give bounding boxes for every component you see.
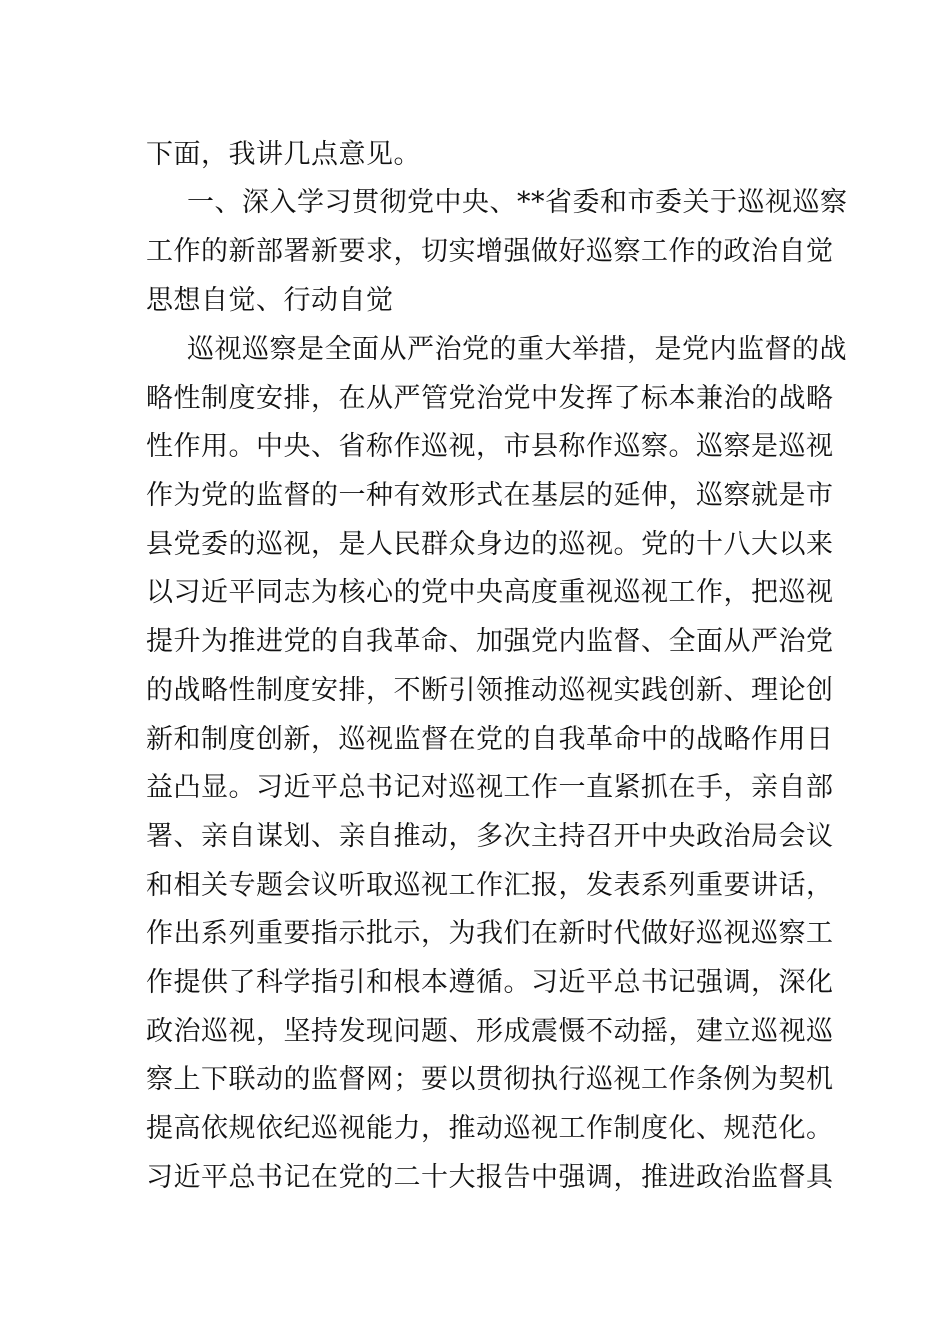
section-heading-line-1: 一、深入学习贯彻党中央、**省委和市委关于巡视巡察 <box>187 187 848 218</box>
paragraph-line-7: 提升为推进党的自我革命、加强党内监督、全面从严治党 <box>146 626 834 657</box>
paragraph-line-5: 县党委的巡视，是人民群众身边的巡视。党的十八大以来 <box>146 529 834 560</box>
paragraph-line-1: 巡视巡察是全面从严治党的重大举措，是党内监督的战 <box>187 334 847 365</box>
paragraph-line-9: 新和制度创新，巡视监督在党的自我革命中的战略作用日 <box>146 724 834 755</box>
paragraph-line-17: 提高依规依纪巡视能力，推动巡视工作制度化、规范化。 <box>146 1113 834 1144</box>
paragraph-line-10: 益凸显。习近平总书记对巡视工作一直紧抓在手，亲自部 <box>146 772 834 803</box>
section-heading-line-2: 工作的新部署新要求，切实增强做好巡察工作的政治自觉 <box>146 236 834 267</box>
paragraph-line-6: 以习近平同志为核心的党中央高度重视巡视工作，把巡视 <box>146 577 834 608</box>
paragraph-line-14: 作提供了科学指引和根本遵循。习近平总书记强调，深化 <box>146 967 834 998</box>
paragraph-line-11: 署、亲自谋划、亲自推动，多次主持召开中央政治局会议 <box>146 821 834 852</box>
text-line-1: 下面，我讲几点意见。 <box>146 139 421 170</box>
paragraph-line-15: 政治巡视，坚持发现问题、形成震慑不动摇，建立巡视巡 <box>146 1016 834 1047</box>
paragraph-line-2: 略性制度安排，在从严管党治党中发挥了标本兼治的战略 <box>146 383 834 414</box>
paragraph-line-8: 的战略性制度安排，不断引领推动巡视实践创新、理论创 <box>146 675 834 706</box>
section-heading-line-3: 思想自觉、行动自觉 <box>146 285 394 316</box>
paragraph-line-3: 性作用。中央、省称作巡视，市县称作巡察。巡察是巡视 <box>146 431 834 462</box>
paragraph-line-16: 察上下联动的监督网；要以贯彻执行巡视工作条例为契机 <box>146 1064 834 1095</box>
paragraph-line-13: 作出系列重要指示批示，为我们在新时代做好巡视巡察工 <box>146 918 834 949</box>
paragraph-line-12: 和相关专题会议听取巡视工作汇报，发表系列重要讲话， <box>146 870 834 901</box>
paragraph-line-18: 习近平总书记在党的二十大报告中强调，推进政治监督具 <box>146 1162 834 1193</box>
paragraph-line-4: 作为党的监督的一种有效形式在基层的延伸，巡察就是市 <box>146 480 834 511</box>
